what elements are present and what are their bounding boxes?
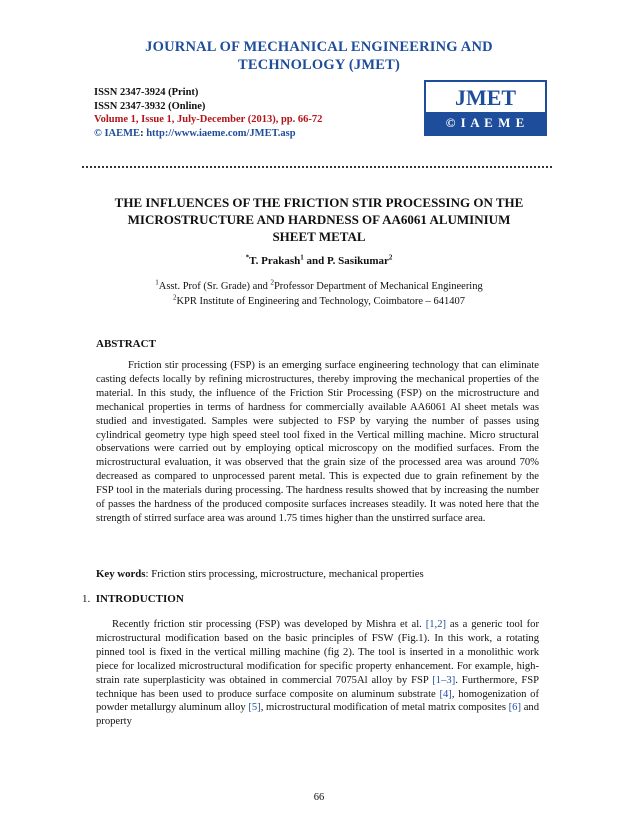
journal-title-line1: JOURNAL OF MECHANICAL ENGINEERING AND bbox=[145, 39, 493, 55]
paper-title-line1: THE INFLUENCES OF THE FRICTION STIR PROCESSING ON THE bbox=[114, 195, 524, 210]
intro-text-6: and property bbox=[96, 702, 539, 728]
logo-publisher: © I A E M E bbox=[426, 112, 545, 134]
author1-name: T. Prakash bbox=[249, 255, 301, 267]
header-divider bbox=[82, 166, 552, 168]
publisher-sep: : bbox=[140, 127, 147, 139]
paper-title-line2: MICROSTRUCTURE AND HARDNESS OF AA6061 ALUMINIUM bbox=[127, 212, 511, 227]
page-number: 66 bbox=[313, 792, 325, 803]
affil2-sup: 2 bbox=[172, 293, 177, 302]
issn-block bbox=[94, 86, 322, 140]
ref-link-3[interactable]: [4] bbox=[439, 688, 452, 700]
logo-title: JMET bbox=[454, 85, 517, 110]
affil1b-text: Professor Department of Mechanical Engineering bbox=[273, 281, 483, 292]
ref-link-2[interactable]: [1–3] bbox=[432, 674, 456, 686]
authors bbox=[0, 255, 638, 267]
keywords-sep: : bbox=[145, 568, 152, 580]
paper-title-line3: SHEET METAL bbox=[272, 229, 366, 244]
publisher-symbol: © IAEME bbox=[94, 127, 141, 139]
journal-title-line2: TECHNOLOGY (JMET) bbox=[238, 57, 400, 73]
intro-text-4: , homogenization of powder metallurgy aluminum alloy bbox=[96, 688, 540, 714]
intro-text-2: as a generic tool for microstructural modification based on the basic principles of FSW (Fig.1). In this work, a rotating pinned tool is fixed in the vertical milling machine (fig 2). The tool is inserted in a monolithic work piece for localized microstructural modification for specific property enhancement. For example, high-strain rate superplasticity was obtained in commercial 7075Al alloy by FSP bbox=[96, 619, 539, 686]
abstract-text: Friction stir processing (FSP) is an emerging surface engineering technology that can eliminate casting defects locally by refining microstructures, thereby improving the mechanical properties of the material. In this study, the influence of the Friction Stir Processing (FSP) on the microstructure and mechanical properties in terms of hardness for commercially available AA6061 Al sheet metals was studied and investigated. Samples were subjected to FSP by varying the number of passes using cylindrical geometry type high speed steel tool fixed in the Vertical milling machine. Micro structural observations were carried out by employing optical microscopy on the modified surfaces. From the microstructural evaluation, it was observed that the grain size of the processed area was around 70% decreased as compared to unprocessed parent metal. This is expected due to grain refinement by the FSP tool in the materials during processing. The hardness results showed that by increasing the number of passes the hardness of the produced composite surfaces increases steadily. It was noted here that the strength of stirred surface area was around 1.75 times higher than the unstirred surface area. bbox=[96, 360, 539, 524]
issn-online: ISSN 2347-3932 (Online) bbox=[94, 100, 206, 112]
journal-url-link[interactable]: http://www.iaeme.com/JMET.asp bbox=[146, 127, 296, 139]
authors-and: and bbox=[303, 255, 327, 267]
introduction-paragraph bbox=[96, 618, 539, 729]
affil1-text: Asst. Prof (Sr. Grade) and bbox=[158, 281, 271, 292]
intro-text-3: . Furthermore, FSP technique has been used to produce surface composite on aluminum substrate bbox=[96, 674, 539, 700]
introduction-body bbox=[96, 618, 539, 729]
abstract-body bbox=[96, 359, 539, 526]
author1-sup: 1 bbox=[300, 253, 304, 262]
ref-link-4[interactable]: [5] bbox=[248, 702, 261, 714]
affil2-text: KPR Institute of Engineering and Technology, Coimbatore – 641407 bbox=[176, 296, 466, 307]
introduction-number: 1. bbox=[82, 593, 91, 605]
volume-info: Volume 1, Issue 1, July-December (2013), pp. 66-72 bbox=[94, 114, 323, 125]
author1-mark: * bbox=[245, 253, 250, 262]
ref-link-1[interactable]: [1,2] bbox=[425, 619, 447, 630]
journal-title bbox=[0, 38, 638, 74]
introduction-title: INTRODUCTION bbox=[95, 593, 184, 605]
keywords-line bbox=[96, 568, 424, 580]
abstract-heading: ABSTRACT bbox=[96, 338, 156, 350]
intro-text-1: Recently friction stir processing (FSP) was developed by Mishra et al. bbox=[112, 619, 426, 630]
affiliation-line2 bbox=[0, 293, 638, 307]
publisher-line bbox=[94, 127, 322, 141]
affil1b-sup: 2 bbox=[270, 278, 274, 287]
introduction-heading bbox=[82, 593, 184, 605]
author2-name: P. Sasikumar bbox=[326, 255, 389, 267]
author2-sup: 2 bbox=[388, 253, 393, 262]
intro-text-5: , microstructural modification of metal matrix composites bbox=[260, 702, 509, 714]
affil1-sup: 1 bbox=[155, 278, 159, 287]
ref-link-5[interactable]: [6] bbox=[508, 702, 522, 714]
jmet-logo bbox=[424, 80, 547, 136]
paper-title bbox=[96, 194, 542, 245]
affiliation-line1 bbox=[0, 278, 638, 292]
issn-print: ISSN 2347-3924 (Print) bbox=[94, 87, 199, 98]
keywords-label: Key words bbox=[96, 568, 146, 580]
keywords-text: Friction stirs processing, microstructure, mechanical properties bbox=[151, 568, 424, 580]
